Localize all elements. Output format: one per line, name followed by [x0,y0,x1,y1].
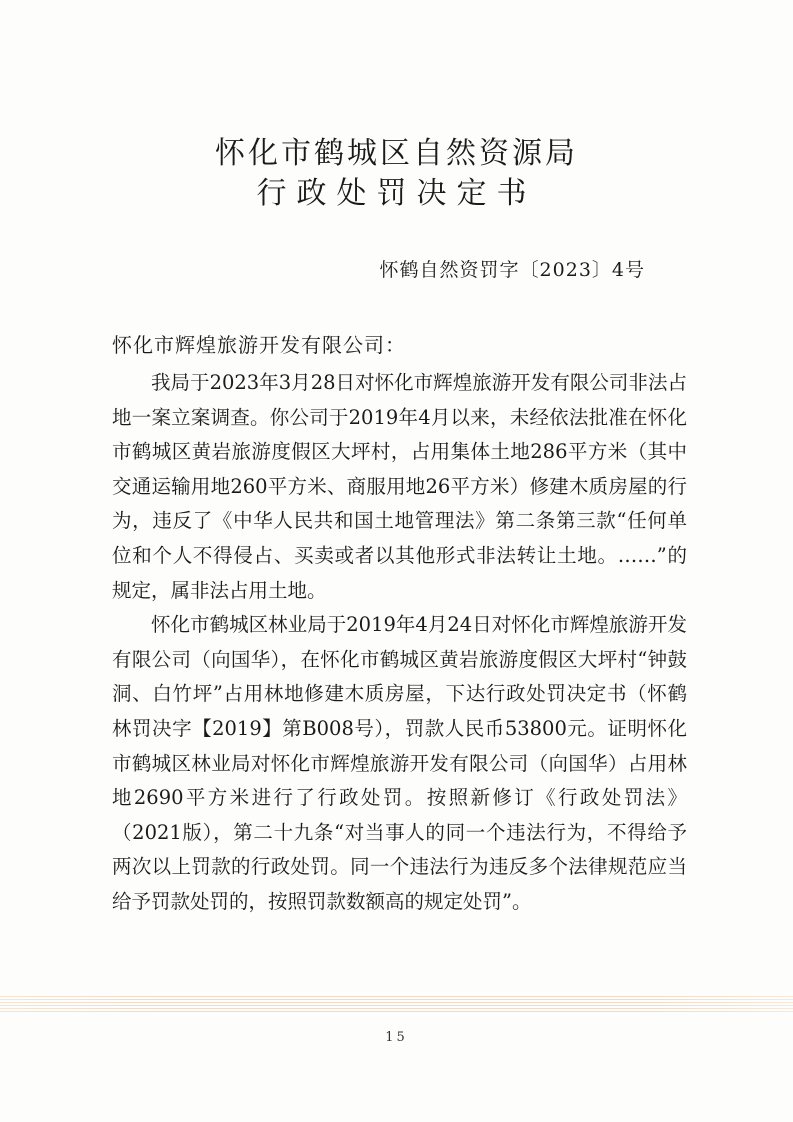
issuing-authority-title: 怀化市鹤城区自然资源局 [215,136,578,171]
document-number: 怀鹤自然资罚字〔2023〕4号 [379,259,645,281]
addressee: 怀化市辉煌旅游开发有限公司： [112,333,406,357]
document-type-title: 行政处罚决定书 [256,176,537,211]
page-number: 15 [385,1030,408,1045]
body-paragraph-1: 我局于2023年3月28日对怀化市辉煌旅游开发有限公司非法占地一案立案调查。你公司于2019年4月以来，未经依法批准在怀化市鹤城区黄岩旅游度假区大坪村，占用集体土地286平方米（其中交通运输用地260平方米、商服用地26平方米）修建木质房屋的行为，违反了《中华人民共和国土地管理法》第二条第三款“任何单位和个人不得侵占、买卖或者以其他形式非法转让土地。……”的规定，属非法占用土地。 [112,371,687,602]
document-body [112,366,687,920]
body-paragraph-2: 怀化市鹤城区林业局于2019年4月24日对怀化市辉煌旅游开发有限公司（向国华），在怀化市鹤城区黄岩旅游度假区大坪村“钟鼓洞、白竹坪”占用林地修建木质房屋，下达行政处罚决定书（怀鹤林罚决字【2019】第B008号），罚款人民币53800元。证明怀化市鹤城区林业局对怀化市辉煌旅游开发有限公司（向国华）占用林地2690平方米进行了行政处罚。按照新修订《行政处罚法》（2021版），第二十九条“对当事人的同一个违法行为，不得给予两次以上罚款的行政处罚。同一个违法行为违反多个法律规范应当给予罚款处罚的，按照罚款数额高的规定处罚”。 [112,613,687,913]
stripe-fade [0,996,793,1012]
